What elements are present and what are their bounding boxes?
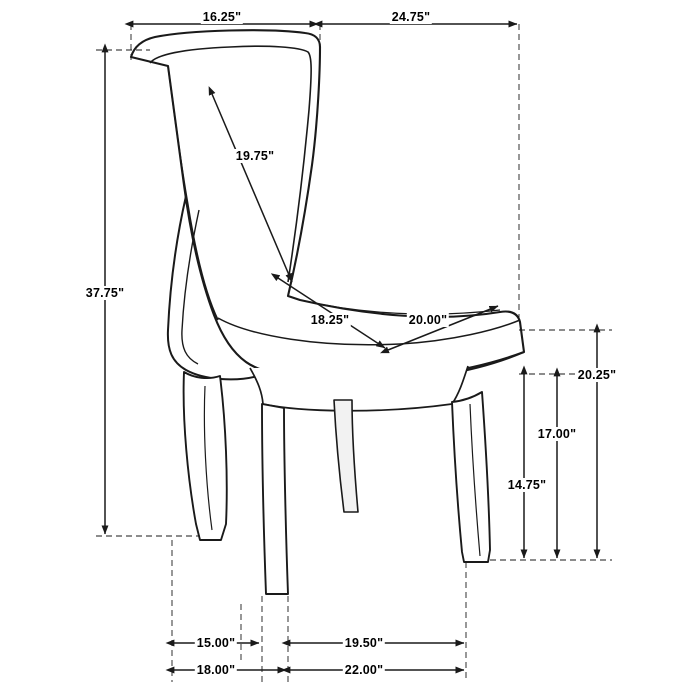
dimension-label: 24.75": [391, 10, 431, 24]
dimension-label: 19.75": [235, 149, 275, 163]
dimension-label: 15.00": [196, 636, 236, 650]
dimension-label: 18.00": [196, 663, 236, 677]
dimension-label: 22.00": [344, 663, 384, 677]
dimension-label: 19.50": [344, 636, 384, 650]
dimension-label: 20.25": [577, 368, 617, 382]
dimension-label: 14.75": [507, 478, 547, 492]
dimension-label: 20.00": [408, 313, 448, 327]
dimension-label: 16.25": [202, 10, 242, 24]
dimension-label: 37.75": [85, 286, 125, 300]
dimension-label: 18.25": [310, 313, 350, 327]
dimension-label: 17.00": [537, 427, 577, 441]
